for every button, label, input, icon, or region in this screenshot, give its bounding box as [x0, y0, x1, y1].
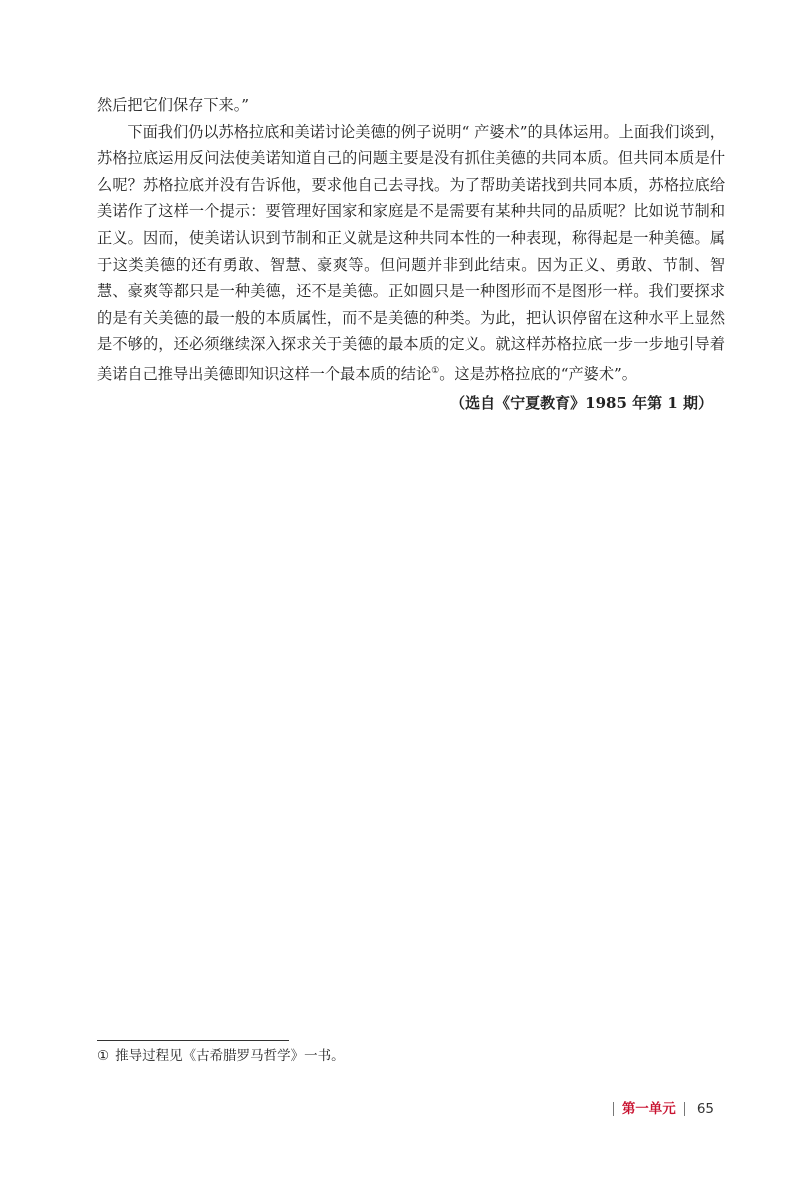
paragraph-continuation: 然后把它们保存下来。”	[97, 96, 250, 114]
paragraph-main-ending: 。这是苏格拉底的“产婆术”。	[439, 365, 637, 383]
paragraph-main	[97, 119, 725, 388]
footnote-mark: ①	[97, 1048, 110, 1064]
page-number: 65	[696, 1101, 714, 1117]
footnote-text: 推导过程见《古希腊罗马哲学》一书。	[115, 1048, 345, 1064]
footnote	[97, 1046, 345, 1066]
unit-label: 第一单元	[613, 1102, 685, 1116]
body-text	[97, 92, 725, 416]
footnote-divider	[97, 1040, 289, 1041]
page-footer	[613, 1101, 714, 1117]
paragraph-main-text: 下面我们仍以苏格拉底和美诺讨论美德的例子说明“ 产婆术”的具体运用。上面我们谈到，苏格拉底运用反问法使美诺知道自己的问题主要是没有抓住美德的共同本质。但共同本质是什么呢？苏格拉底并没有告诉他，要求他自己去寻找。为了帮助美诺找到共同本质，苏格拉底给美诺作了这样一个提示：要管理好国家和家庭是不是需要有某种共同的品质呢？比如说节制和正义。因而，使美诺认识到节制和正义就是这种共同本性的一种表现，称得起是一种美德。属于这类美德的还有勇敢、智慧、豪爽等。但问题并非到此结束。因为正义、勇敢、节制、智慧、豪爽等都只是一种美德，还不是美德。正如圆只是一种图形而不是图形一样。我们要探求的是有关美德的最一般的本质属性，而不是美德的种类。为此，把认识停留在这种水平上显然是不够的，还必须继续深入探求关于美德的最本质的定义。就这样苏格拉底一步一步地引导着美诺自己推导出美德即知识这样一个最本质的结论	[97, 122, 725, 383]
footnote-reference: ①	[431, 365, 440, 376]
source-citation: （选自《宁夏教育》1985 年第 1 期）	[450, 393, 713, 412]
